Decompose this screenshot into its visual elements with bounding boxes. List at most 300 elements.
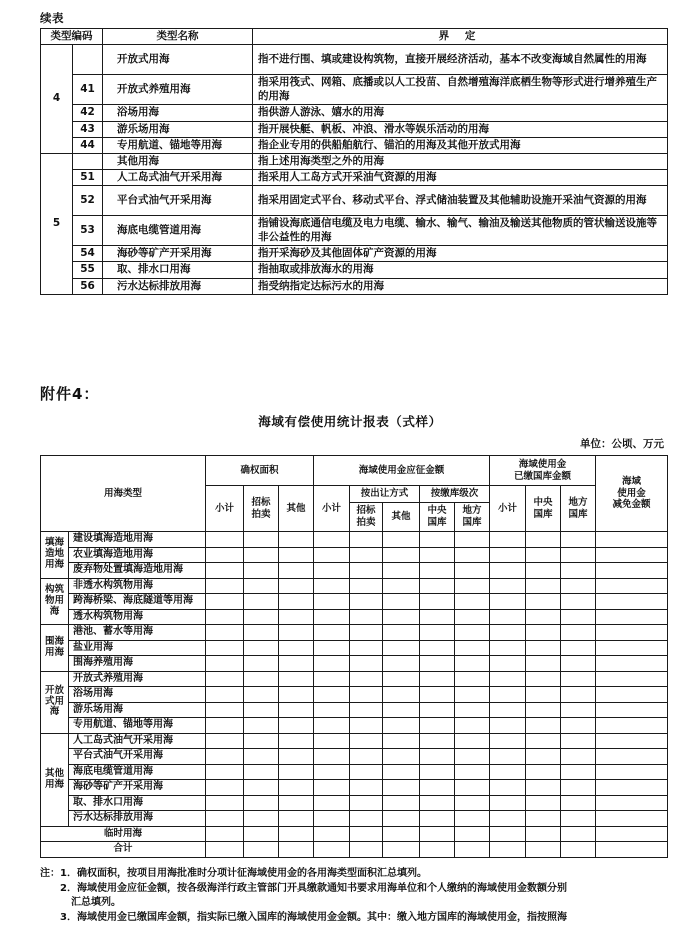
- continued-table-label: 续表: [40, 11, 64, 25]
- data-entry-cell[interactable]: [490, 547, 526, 563]
- type-code-cell: 5: [41, 153, 73, 294]
- data-entry-cell[interactable]: [244, 764, 279, 780]
- data-entry-cell[interactable]: [350, 532, 383, 548]
- data-entry-cell[interactable]: [455, 547, 490, 563]
- data-entry-cell[interactable]: [526, 795, 561, 811]
- data-entry-cell[interactable]: [420, 687, 455, 703]
- data-entry-cell[interactable]: [244, 826, 279, 842]
- data-entry-cell[interactable]: [561, 594, 596, 610]
- data-entry-cell[interactable]: [596, 842, 668, 858]
- data-entry-cell[interactable]: [526, 718, 561, 734]
- data-entry-cell[interactable]: [383, 842, 420, 858]
- type-name-cell: 海砂等矿产开采用海: [103, 246, 253, 262]
- table-row: [41, 795, 668, 811]
- data-entry-cell[interactable]: [526, 687, 561, 703]
- data-entry-cell[interactable]: [279, 656, 314, 672]
- data-entry-cell[interactable]: [350, 780, 383, 796]
- data-entry-cell[interactable]: [383, 826, 420, 842]
- data-entry-cell[interactable]: [455, 640, 490, 656]
- data-entry-cell[interactable]: [561, 532, 596, 548]
- data-entry-cell[interactable]: [455, 718, 490, 734]
- use-type-name-cell: 开放式养殖用海: [69, 671, 206, 687]
- data-entry-cell[interactable]: [206, 625, 244, 641]
- data-entry-cell[interactable]: [350, 733, 383, 749]
- type-name-cell: 开放式养殖用海: [103, 75, 253, 105]
- data-entry-cell[interactable]: [350, 811, 383, 827]
- data-entry-cell[interactable]: [279, 594, 314, 610]
- data-entry-cell[interactable]: [526, 547, 561, 563]
- header-by-treasury-level: 按缴库级次: [420, 486, 490, 503]
- data-entry-cell[interactable]: [244, 563, 279, 579]
- data-entry-cell[interactable]: [596, 780, 668, 796]
- data-entry-cell[interactable]: [206, 702, 244, 718]
- header-transfer-auction: [350, 503, 383, 532]
- data-entry-cell[interactable]: [244, 625, 279, 641]
- data-entry-cell[interactable]: [490, 764, 526, 780]
- header-definition: 界 定: [253, 29, 668, 45]
- data-entry-cell[interactable]: [279, 640, 314, 656]
- table-row: [41, 640, 668, 656]
- data-entry-cell[interactable]: [561, 640, 596, 656]
- data-entry-cell[interactable]: [244, 811, 279, 827]
- data-entry-cell[interactable]: [314, 578, 350, 594]
- data-entry-cell[interactable]: [244, 687, 279, 703]
- data-entry-cell[interactable]: [279, 826, 314, 842]
- data-entry-cell[interactable]: [420, 609, 455, 625]
- data-entry-cell[interactable]: [383, 702, 420, 718]
- data-entry-cell[interactable]: [420, 842, 455, 858]
- data-entry-cell[interactable]: [244, 733, 279, 749]
- data-entry-cell[interactable]: [526, 826, 561, 842]
- data-entry-cell[interactable]: [383, 609, 420, 625]
- header-treasury-central: [420, 503, 455, 532]
- data-entry-cell[interactable]: [279, 842, 314, 858]
- data-entry-cell[interactable]: [314, 764, 350, 780]
- data-entry-cell[interactable]: [420, 826, 455, 842]
- use-type-name-cell: 港池、蓄水等用海: [69, 625, 206, 641]
- data-entry-cell[interactable]: [561, 842, 596, 858]
- data-entry-cell[interactable]: [350, 795, 383, 811]
- data-entry-cell[interactable]: [350, 842, 383, 858]
- data-entry-cell[interactable]: [455, 826, 490, 842]
- header-exempt-amount: [596, 456, 668, 532]
- data-entry-cell[interactable]: [490, 780, 526, 796]
- use-type-group-cell: 填海 造地 用海: [41, 532, 69, 579]
- data-entry-cell[interactable]: [561, 811, 596, 827]
- data-entry-cell[interactable]: [420, 749, 455, 765]
- table-row: [41, 278, 668, 294]
- data-entry-cell[interactable]: [314, 718, 350, 734]
- data-entry-cell[interactable]: [314, 780, 350, 796]
- data-entry-cell[interactable]: [206, 563, 244, 579]
- table-row: [41, 121, 668, 137]
- data-entry-cell[interactable]: [314, 532, 350, 548]
- data-entry-cell[interactable]: [490, 842, 526, 858]
- data-entry-cell[interactable]: [561, 733, 596, 749]
- note-line: 注：1．确权面积，按项目用海批准时分项计征海域使用金的各用海类型面积汇总填列。: [40, 868, 427, 879]
- data-entry-cell[interactable]: [350, 563, 383, 579]
- data-entry-cell[interactable]: [490, 532, 526, 548]
- data-entry-cell[interactable]: [490, 640, 526, 656]
- data-entry-cell[interactable]: [561, 671, 596, 687]
- data-entry-cell[interactable]: [596, 733, 668, 749]
- data-entry-cell[interactable]: [383, 764, 420, 780]
- data-entry-cell[interactable]: [314, 547, 350, 563]
- data-entry-cell[interactable]: [206, 780, 244, 796]
- data-entry-cell[interactable]: [490, 749, 526, 765]
- header-area-other: 其他: [279, 486, 314, 532]
- data-entry-cell[interactable]: [383, 563, 420, 579]
- data-entry-cell[interactable]: [244, 718, 279, 734]
- data-entry-cell[interactable]: [383, 795, 420, 811]
- data-entry-cell[interactable]: [561, 687, 596, 703]
- data-entry-cell[interactable]: [596, 795, 668, 811]
- data-entry-cell[interactable]: [383, 671, 420, 687]
- data-entry-cell[interactable]: [206, 764, 244, 780]
- data-entry-cell[interactable]: [455, 656, 490, 672]
- data-entry-cell[interactable]: [314, 640, 350, 656]
- data-entry-cell[interactable]: [383, 625, 420, 641]
- header-paid-treasury-amount: [490, 456, 596, 486]
- data-entry-cell[interactable]: [526, 640, 561, 656]
- data-entry-cell[interactable]: [455, 671, 490, 687]
- data-entry-cell[interactable]: [279, 733, 314, 749]
- data-entry-cell[interactable]: [383, 780, 420, 796]
- data-entry-cell[interactable]: [206, 795, 244, 811]
- data-entry-cell[interactable]: [490, 826, 526, 842]
- data-entry-cell[interactable]: [490, 702, 526, 718]
- data-entry-cell[interactable]: [561, 578, 596, 594]
- data-entry-cell[interactable]: [526, 594, 561, 610]
- data-entry-cell[interactable]: [279, 532, 314, 548]
- data-entry-cell[interactable]: [420, 671, 455, 687]
- data-entry-cell[interactable]: [244, 640, 279, 656]
- data-entry-cell[interactable]: [490, 563, 526, 579]
- use-type-group-cell: 围海 用海: [41, 625, 69, 672]
- data-entry-cell[interactable]: [279, 671, 314, 687]
- data-entry-cell[interactable]: [420, 532, 455, 548]
- use-type-name-cell: 海砂等矿产开采用海: [69, 780, 206, 796]
- table-row: [41, 262, 668, 278]
- data-entry-cell[interactable]: [490, 671, 526, 687]
- header-paid-central: [526, 486, 561, 532]
- data-entry-cell[interactable]: [314, 687, 350, 703]
- data-entry-cell[interactable]: [420, 718, 455, 734]
- data-entry-cell[interactable]: [455, 764, 490, 780]
- data-entry-cell[interactable]: [244, 795, 279, 811]
- data-entry-cell[interactable]: [244, 656, 279, 672]
- data-entry-cell[interactable]: [526, 656, 561, 672]
- data-entry-cell[interactable]: [596, 563, 668, 579]
- data-entry-cell[interactable]: [244, 842, 279, 858]
- data-entry-cell[interactable]: [596, 826, 668, 842]
- data-entry-cell[interactable]: [350, 609, 383, 625]
- data-entry-cell[interactable]: [596, 687, 668, 703]
- type-name-cell: 开放式用海: [103, 45, 253, 75]
- data-entry-cell[interactable]: [455, 578, 490, 594]
- data-entry-cell[interactable]: [350, 625, 383, 641]
- data-entry-cell[interactable]: [526, 702, 561, 718]
- data-entry-cell[interactable]: [420, 640, 455, 656]
- header-transfer-other: 其他: [383, 503, 420, 532]
- data-entry-cell[interactable]: [314, 563, 350, 579]
- data-entry-cell[interactable]: [526, 671, 561, 687]
- type-definition-cell: 指采用筏式、网箱、底播或以人工投苗、自然增殖海洋底栖生物等形式进行增养殖生产的用海: [253, 75, 668, 105]
- data-entry-cell[interactable]: [314, 842, 350, 858]
- data-entry-cell[interactable]: [206, 842, 244, 858]
- data-entry-cell[interactable]: [490, 733, 526, 749]
- data-entry-cell[interactable]: [244, 609, 279, 625]
- data-entry-cell[interactable]: [279, 547, 314, 563]
- header-type-code: 类型编码: [41, 29, 103, 45]
- data-entry-cell[interactable]: [596, 749, 668, 765]
- type-number-cell: 54: [73, 246, 103, 262]
- data-entry-cell[interactable]: [455, 532, 490, 548]
- data-entry-cell[interactable]: [383, 594, 420, 610]
- data-entry-cell[interactable]: [206, 609, 244, 625]
- data-entry-cell[interactable]: [314, 702, 350, 718]
- data-entry-cell[interactable]: [350, 547, 383, 563]
- data-entry-cell[interactable]: [206, 656, 244, 672]
- data-entry-cell[interactable]: [279, 578, 314, 594]
- data-entry-cell[interactable]: [244, 578, 279, 594]
- data-entry-cell[interactable]: [206, 594, 244, 610]
- data-entry-cell[interactable]: [383, 811, 420, 827]
- data-entry-cell[interactable]: [244, 532, 279, 548]
- data-entry-cell[interactable]: [244, 671, 279, 687]
- data-entry-cell[interactable]: [350, 656, 383, 672]
- data-entry-cell[interactable]: [526, 780, 561, 796]
- type-number-cell: 43: [73, 121, 103, 137]
- data-entry-cell[interactable]: [420, 563, 455, 579]
- data-entry-cell[interactable]: [244, 702, 279, 718]
- data-entry-cell[interactable]: [561, 826, 596, 842]
- data-entry-cell[interactable]: [455, 687, 490, 703]
- type-definition-cell: 指铺设海底通信电缆及电力电缆、输水、输气、输油及输送其他物质的管状输送设施等非公益性的用海: [253, 216, 668, 246]
- data-entry-cell[interactable]: [383, 532, 420, 548]
- data-entry-cell[interactable]: [526, 609, 561, 625]
- data-entry-cell[interactable]: [383, 578, 420, 594]
- data-entry-cell[interactable]: [420, 656, 455, 672]
- data-entry-cell[interactable]: [596, 625, 668, 641]
- data-entry-cell[interactable]: [206, 547, 244, 563]
- data-entry-cell[interactable]: [279, 795, 314, 811]
- use-type-name-cell: 围海养殖用海: [69, 656, 206, 672]
- data-entry-cell[interactable]: [561, 749, 596, 765]
- data-entry-cell[interactable]: [420, 702, 455, 718]
- table-row: [41, 45, 668, 75]
- table-row: [41, 547, 668, 563]
- data-entry-cell[interactable]: [455, 594, 490, 610]
- data-entry-cell[interactable]: [314, 625, 350, 641]
- data-entry-cell[interactable]: [526, 764, 561, 780]
- data-entry-cell[interactable]: [314, 826, 350, 842]
- use-type-name-cell: 取、排水口用海: [69, 795, 206, 811]
- data-entry-cell[interactable]: [206, 826, 244, 842]
- data-entry-cell[interactable]: [561, 609, 596, 625]
- data-entry-cell[interactable]: [420, 547, 455, 563]
- data-entry-cell[interactable]: [490, 609, 526, 625]
- data-entry-cell[interactable]: [350, 671, 383, 687]
- data-entry-cell[interactable]: [420, 811, 455, 827]
- data-entry-cell[interactable]: [490, 687, 526, 703]
- type-definition-cell: 指采用固定式平台、移动式平台、浮式储油装置及其他辅助设施开采油气资源的用海: [253, 186, 668, 216]
- data-entry-cell[interactable]: [279, 563, 314, 579]
- data-entry-cell[interactable]: [561, 780, 596, 796]
- data-entry-cell[interactable]: [206, 718, 244, 734]
- data-entry-cell[interactable]: [490, 811, 526, 827]
- data-entry-cell[interactable]: [279, 718, 314, 734]
- data-entry-cell[interactable]: [279, 780, 314, 796]
- data-entry-cell[interactable]: [206, 687, 244, 703]
- table-row: [41, 625, 668, 641]
- data-entry-cell[interactable]: [455, 625, 490, 641]
- data-entry-cell[interactable]: [455, 702, 490, 718]
- data-entry-cell[interactable]: [455, 811, 490, 827]
- data-entry-cell[interactable]: [455, 563, 490, 579]
- data-entry-cell[interactable]: [350, 764, 383, 780]
- data-entry-cell[interactable]: [526, 563, 561, 579]
- data-entry-cell[interactable]: [561, 718, 596, 734]
- data-entry-cell[interactable]: [383, 749, 420, 765]
- header-payable-subtotal: 小计: [314, 486, 350, 532]
- data-entry-cell[interactable]: [526, 749, 561, 765]
- data-entry-cell[interactable]: [596, 811, 668, 827]
- data-entry-cell[interactable]: [206, 640, 244, 656]
- data-entry-cell[interactable]: [455, 733, 490, 749]
- data-entry-cell[interactable]: [244, 780, 279, 796]
- data-entry-cell[interactable]: [596, 671, 668, 687]
- data-entry-cell[interactable]: [350, 640, 383, 656]
- data-entry-cell[interactable]: [420, 733, 455, 749]
- data-entry-cell[interactable]: [526, 625, 561, 641]
- data-entry-cell[interactable]: [596, 609, 668, 625]
- data-entry-cell[interactable]: [314, 609, 350, 625]
- type-definition-cell: 指企业专用的供船舶航行、锚泊的用海及其他开放式用海: [253, 137, 668, 153]
- data-entry-cell[interactable]: [279, 811, 314, 827]
- data-entry-cell[interactable]: [206, 671, 244, 687]
- data-entry-cell[interactable]: [561, 795, 596, 811]
- data-entry-cell[interactable]: [455, 609, 490, 625]
- statistics-table-head: [41, 456, 668, 532]
- table-row: [41, 842, 668, 858]
- data-entry-cell[interactable]: [596, 656, 668, 672]
- data-entry-cell[interactable]: [455, 795, 490, 811]
- header-area-auction: [244, 486, 279, 532]
- data-entry-cell[interactable]: [206, 532, 244, 548]
- data-entry-cell[interactable]: [383, 547, 420, 563]
- data-entry-cell[interactable]: [490, 718, 526, 734]
- table-row: [41, 137, 668, 153]
- data-entry-cell[interactable]: [279, 625, 314, 641]
- attachment-label: 附件4：: [40, 385, 100, 403]
- data-entry-cell[interactable]: [420, 780, 455, 796]
- data-entry-cell[interactable]: [490, 578, 526, 594]
- data-entry-cell[interactable]: [314, 733, 350, 749]
- data-entry-cell[interactable]: [420, 625, 455, 641]
- data-entry-cell[interactable]: [350, 718, 383, 734]
- data-entry-cell[interactable]: [561, 563, 596, 579]
- summary-row-label: 合计: [41, 842, 206, 858]
- data-entry-cell[interactable]: [455, 749, 490, 765]
- data-entry-cell[interactable]: [526, 842, 561, 858]
- data-entry-cell[interactable]: [279, 687, 314, 703]
- data-entry-cell[interactable]: [383, 656, 420, 672]
- data-entry-cell[interactable]: [561, 764, 596, 780]
- data-entry-cell[interactable]: [279, 764, 314, 780]
- data-entry-cell[interactable]: [490, 625, 526, 641]
- data-entry-cell[interactable]: [420, 578, 455, 594]
- data-entry-cell[interactable]: [350, 749, 383, 765]
- data-entry-cell[interactable]: [244, 749, 279, 765]
- data-entry-cell[interactable]: [420, 764, 455, 780]
- data-entry-cell[interactable]: [526, 811, 561, 827]
- data-entry-cell[interactable]: [244, 594, 279, 610]
- data-entry-cell[interactable]: [206, 733, 244, 749]
- use-type-name-cell: 污水达标排放用海: [69, 811, 206, 827]
- data-entry-cell[interactable]: [596, 547, 668, 563]
- data-entry-cell[interactable]: [526, 733, 561, 749]
- data-entry-cell[interactable]: [596, 702, 668, 718]
- data-entry-cell[interactable]: [490, 795, 526, 811]
- data-entry-cell[interactable]: [596, 578, 668, 594]
- data-entry-cell[interactable]: [314, 795, 350, 811]
- data-entry-cell[interactable]: [350, 594, 383, 610]
- data-entry-cell[interactable]: [561, 702, 596, 718]
- data-entry-cell[interactable]: [314, 656, 350, 672]
- data-entry-cell[interactable]: [420, 795, 455, 811]
- data-entry-cell[interactable]: [490, 656, 526, 672]
- data-entry-cell[interactable]: [561, 656, 596, 672]
- data-entry-cell[interactable]: [561, 625, 596, 641]
- data-entry-cell[interactable]: [526, 532, 561, 548]
- data-entry-cell[interactable]: [420, 594, 455, 610]
- sea-use-type-table-head: [41, 29, 668, 45]
- data-entry-cell[interactable]: [279, 702, 314, 718]
- data-entry-cell[interactable]: [350, 826, 383, 842]
- data-entry-cell[interactable]: [350, 687, 383, 703]
- data-entry-cell[interactable]: [314, 671, 350, 687]
- data-entry-cell[interactable]: [383, 733, 420, 749]
- data-entry-cell[interactable]: [490, 594, 526, 610]
- data-entry-cell[interactable]: [596, 532, 668, 548]
- data-entry-cell[interactable]: [314, 594, 350, 610]
- table-row: [41, 718, 668, 734]
- data-entry-cell[interactable]: [350, 702, 383, 718]
- data-entry-cell[interactable]: [383, 687, 420, 703]
- data-entry-cell[interactable]: [596, 594, 668, 610]
- data-entry-cell[interactable]: [526, 578, 561, 594]
- data-entry-cell[interactable]: [206, 811, 244, 827]
- data-entry-cell[interactable]: [279, 749, 314, 765]
- data-entry-cell[interactable]: [314, 811, 350, 827]
- data-entry-cell[interactable]: [314, 749, 350, 765]
- data-entry-cell[interactable]: [596, 764, 668, 780]
- data-entry-cell[interactable]: [244, 547, 279, 563]
- data-entry-cell[interactable]: [561, 547, 596, 563]
- data-entry-cell[interactable]: [596, 718, 668, 734]
- data-entry-cell[interactable]: [383, 718, 420, 734]
- data-entry-cell[interactable]: [206, 749, 244, 765]
- data-entry-cell[interactable]: [455, 780, 490, 796]
- table-row: [41, 656, 668, 672]
- data-entry-cell[interactable]: [206, 578, 244, 594]
- data-entry-cell[interactable]: [596, 640, 668, 656]
- data-entry-cell[interactable]: [383, 640, 420, 656]
- data-entry-cell[interactable]: [279, 609, 314, 625]
- data-entry-cell[interactable]: [350, 578, 383, 594]
- data-entry-cell[interactable]: [455, 842, 490, 858]
